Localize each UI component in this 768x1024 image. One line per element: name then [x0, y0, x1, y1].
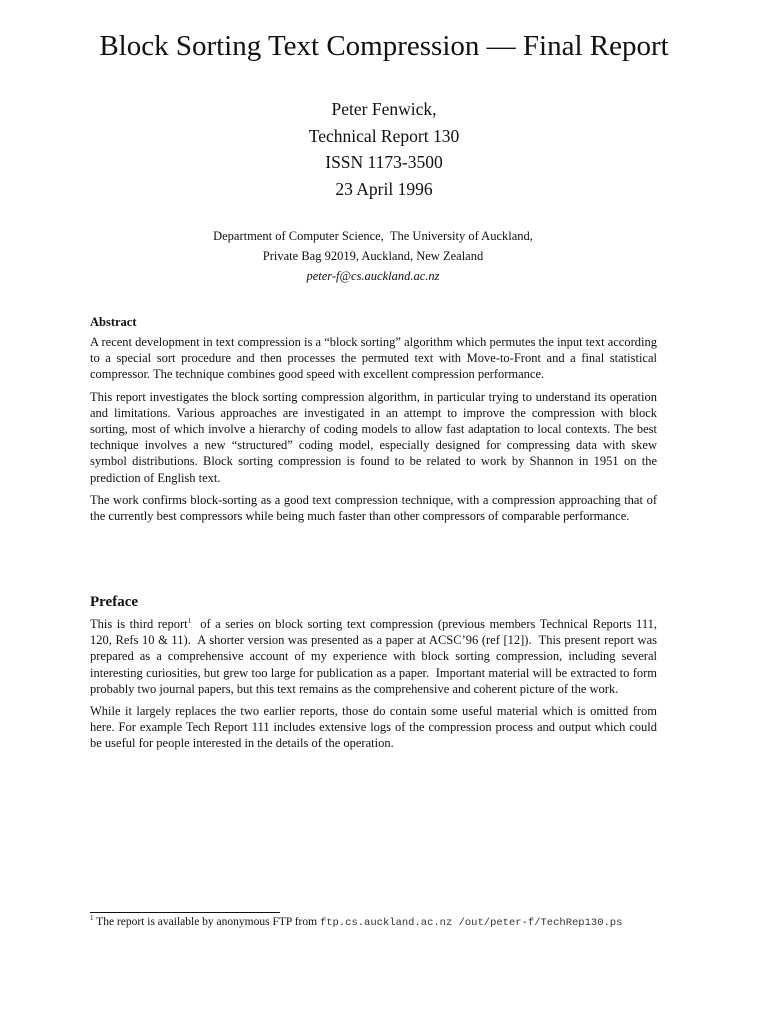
- report-date: 23 April 1996: [335, 178, 433, 199]
- preface-text: of a series on block sorting text compression (previous members Technical Reports 111, 120, Refs 10 & 11). A shorter version was presented as a paper at ACSC’96 (ref [12]). This present report was prepared as a comprehensive account of my experience with block sorting compression, including several interesting curiosities, but grew too large for publication as a paper. Important material will be extracted to form probably two journal papers, but this text remains as the comprehensive and coherent picture of the work.: [90, 617, 661, 696]
- author-name: Peter Fenwick,: [331, 99, 437, 119]
- footnote: [90, 914, 690, 931]
- abstract-paragraph: A recent development in text compression is a “block sorting” algorithm which permutes the input text according to a special sort procedure and then processes the permuted text with Move-to-Front and a final statistical compressor. The technique combines good speed with excellent compression performance.: [90, 335, 657, 382]
- author-email: peter-f@cs.auckland.ac.nz: [306, 269, 440, 283]
- issn: ISSN 1173-3500: [325, 152, 443, 172]
- abstract-section: [90, 314, 657, 530]
- abstract-paragraph: This report investigates the block sorting compression algorithm, in particular trying to understand its operation and limitations. Various approaches are investigated in an attempt to improve the compression with block sorting, most of which involve a hierarchy of coding models to allow fast adaptation to local contexts. The best technique involves a new “structured” coding model, especially designed for compressing data with skew symbol distributions. Block sorting compression is found to be related to work by Shannon in 1951 on the prediction of English text.: [90, 389, 657, 485]
- affiliation-department: Department of Computer Science, The University of Auckland,: [213, 229, 533, 243]
- author-block: [0, 96, 768, 202]
- footnote-marker[interactable]: 1: [187, 616, 192, 625]
- footnote-number: 1: [90, 914, 94, 923]
- affiliation-block: [0, 226, 746, 286]
- report-number: Technical Report 130: [308, 125, 460, 146]
- preface-paragraph: While it largely replaces the two earlier reports, those do contain some useful material which is omitted from here. For example Tech Report 111 includes extensive logs of the compression process and output which could be useful for people interested in the details of the operation.: [90, 704, 657, 751]
- ftp-path[interactable]: ftp.cs.auckland.ac.nz /out/peter-f/TechRep130.ps: [319, 917, 623, 929]
- preface-section: [90, 592, 661, 758]
- report-title: Block Sorting Text Compression — Final Report: [99, 30, 669, 62]
- affiliation-address: Private Bag 92019, Auckland, New Zealand: [262, 249, 484, 263]
- footnote-text: The report is available by anonymous FTP from: [93, 916, 320, 928]
- preface-text: This is third report: [90, 617, 188, 631]
- footnote-divider: [90, 912, 280, 913]
- abstract-heading: Abstract: [90, 315, 137, 329]
- abstract-paragraph: The work confirms block-sorting as a good text compression technique, with a compression approaching that of the currently best compressors while being much faster than other compressors of comparable performance.: [90, 492, 657, 524]
- preface-paragraph: [90, 616, 661, 697]
- preface-heading: Preface: [90, 594, 139, 610]
